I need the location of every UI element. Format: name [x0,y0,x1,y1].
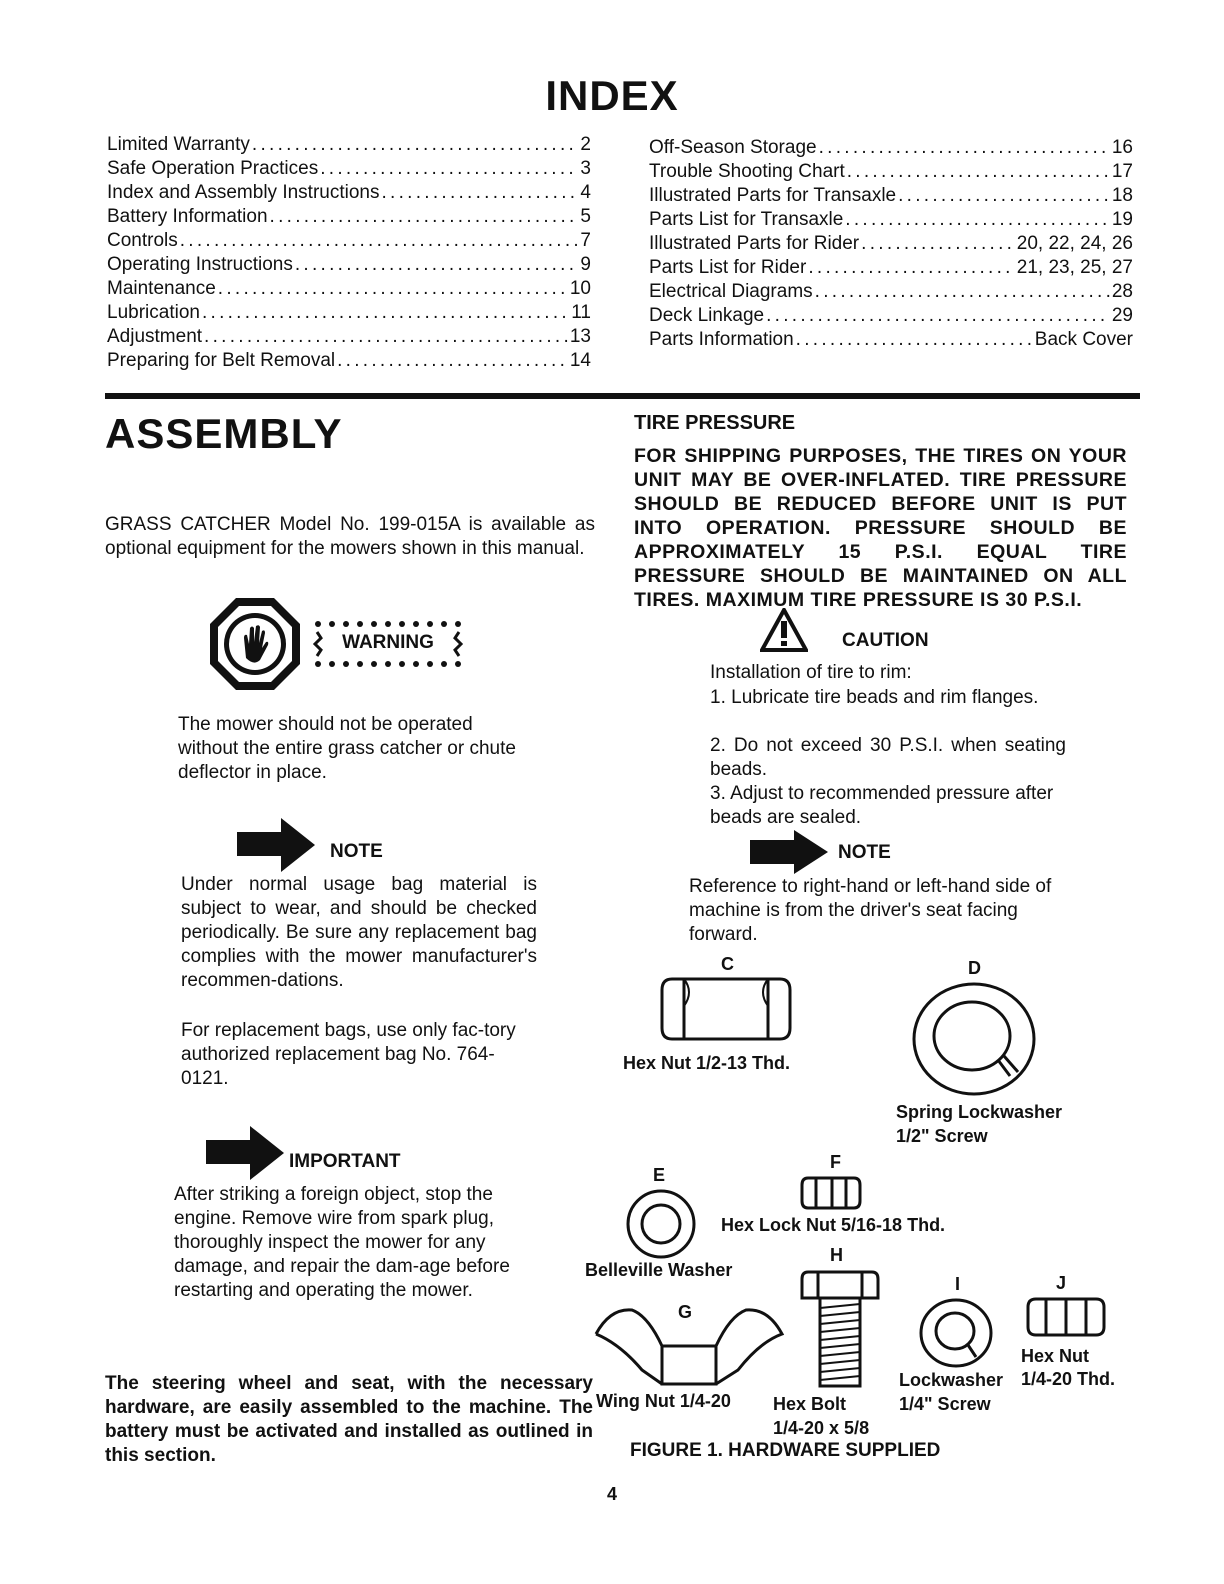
important-label: IMPORTANT [289,1151,401,1172]
index-entry [649,208,1133,232]
index-entry-label: Off-Season Storage [649,137,817,158]
hardware-letter-f: F [830,1152,841,1172]
hardware-i-caption-2: 1/4" Screw [899,1394,991,1414]
index-entry-page: 16 [1111,137,1133,158]
index-entry [649,160,1133,184]
arrow-icon [750,830,830,876]
index-leader-dots [845,208,1110,232]
index-entry-page: 28 [1111,281,1133,302]
figure-caption: FIGURE 1. HARDWARE SUPPLIED [630,1440,941,1461]
index-leader-dots [180,229,579,253]
index-entry-label: Safe Operation Practices [107,158,319,179]
index-entry-page: 5 [580,206,591,227]
page-number: 4 [606,1484,617,1504]
index-entry [107,133,591,157]
arrow-icon [206,1126,286,1180]
index-entry [649,328,1133,352]
index-leader-dots [202,301,569,325]
hardware-j-caption-1: Hex Nut [1021,1346,1090,1366]
index-leader-dots [252,133,579,157]
caution-label: CAUTION [842,630,929,651]
hardware-j-caption-2: 1/4-20 Thd. [1021,1369,1116,1389]
note-label: NOTE [330,841,383,862]
index-entry-label: Illustrated Parts for Transaxle [649,185,897,206]
page-title: INDEX [545,72,679,119]
tire-pressure-heading: TIRE PRESSURE [634,412,796,434]
index-entry-label: Operating Instructions [107,254,293,275]
index-entry-page: 11 [571,302,591,323]
warning-label: WARNING [342,632,434,653]
index-entry [107,157,591,181]
hex-nut-small-icon [1026,1296,1106,1338]
index-leader-dots [766,304,1110,328]
index-entry-page: 29 [1111,305,1133,326]
caution-triangle-icon [760,608,808,652]
index-entry-label: Electrical Diagrams [649,281,813,302]
hardware-letter-d: D [968,958,981,978]
index-entry [107,253,591,277]
index-entry [649,232,1133,256]
index-leader-dots [796,328,1033,352]
arrow-icon [237,818,317,872]
hardware-letter-i: I [955,1274,961,1294]
hardware-d-caption-2: 1/2" Screw [896,1126,988,1146]
hardware-h-caption-2: 1/4-20 x 5/8 [773,1418,870,1438]
index-entry-label: Limited Warranty [107,134,250,155]
index-entry [649,136,1133,160]
index-entry [107,205,591,229]
hex-bolt-icon [800,1270,880,1388]
install-step-2: 2. Do not exceed 30 P.S.I. when seating beads. [710,735,1066,780]
note-replacement-text: For replacement bags, use only fac-tory authorized replacement bag No. 764-0121. [181,1020,516,1089]
hardware-letter-h: H [830,1245,843,1265]
index-entry-page: Back Cover [1034,329,1133,350]
index-leader-dots [320,157,578,181]
index-entry [107,181,591,205]
index-entry-page: 20, 22, 24, 26 [1016,233,1133,254]
index-entry-page: 18 [1111,185,1133,206]
section-divider [105,393,1140,399]
index-entry-label: Adjustment [107,326,203,347]
hex-nut-large-icon [660,976,792,1042]
index-entry-label: Parts List for Rider [649,257,807,278]
hardware-letter-j: J [1056,1273,1067,1293]
index-entry-page: 2 [580,134,591,155]
index-entry-label: Parts Information [649,329,794,350]
hardware-e-caption: Belleville Washer [585,1260,733,1280]
index-entry-label: Battery Information [107,206,268,227]
note-reference-text: Reference to right-hand or left-hand side of machine is from the driver's seat facing forward. [689,876,1052,945]
index-leader-dots [815,280,1110,304]
index-leader-dots [295,253,579,277]
index-entry-label: Deck Linkage [649,305,765,326]
install-step-3: 3. Adjust to recommended pressure after beads are sealed. [710,783,1054,828]
index-entry-label: Index and Assembly Instructions [107,182,380,203]
index-entry-label: Preparing for Belt Removal [107,350,336,371]
warning-text: The mower should not be operated without the entire grass catcher or chute deflector in place. [178,714,516,783]
hardware-d-caption-1: Spring Lockwasher [896,1102,1063,1122]
index-entry [107,349,591,373]
index-entry [107,301,591,325]
index-leader-dots [270,205,579,229]
index-entry-page: 19 [1111,209,1133,230]
index-entry-label: Parts List for Transaxle [649,209,844,230]
stop-hand-icon [208,596,302,692]
index-entry-page: 21, 23, 25, 27 [1016,257,1133,278]
tire-pressure-text: FOR SHIPPING PURPOSES, THE TIRES ON YOUR UNIT MAY BE OVER-INFLATED. TIRE PRESSURE SHOULD BE REDUCED BEFORE UNIT IS PUT INTO OPERATION. PRESSURE SHOULD BE APPROXIMATELY 15 P.S.I. EQUAL TIRE PRESSURE SHOULD BE MAINTAINED ON ALL TIRES. MAXIMUM TIRE PRESSURE IS 30 P.S.I. [634,445,1127,611]
note-label-2: NOTE [838,842,891,863]
index-entry [649,184,1133,208]
index-entry-page: 17 [1111,161,1133,182]
index-right-column [649,136,1133,352]
index-leader-dots [861,232,1015,256]
index-leader-dots [898,184,1110,208]
grass-catcher-text: GRASS CATCHER Model No. 199-015A is available as optional equipment for the mowers shown in this manual. [105,514,595,559]
index-entry [649,304,1133,328]
index-entry-page: 7 [580,230,591,251]
hex-lock-nut-icon [800,1175,862,1211]
index-leader-dots [847,160,1110,184]
important-text: After striking a foreign object, stop the engine. Remove wire from spark plug, thoroughly inspect the mower for any damage, and repair the dam-age before restarting and operating the mower. [174,1184,510,1301]
install-heading: Installation of tire to rim: [710,662,912,683]
index-entry [107,325,591,349]
note-bag-text: Under normal usage bag material is subject to wear, and should be checked periodically. Be sure any replacement bag complies with the mower manufacturer's recommen-dations. [181,874,537,991]
index-entry-page: 13 [569,326,591,347]
index-leader-dots [808,256,1014,280]
index-entry [649,280,1133,304]
steering-text: The steering wheel and seat, with the necessary hardware, are easily assembled to the machine. The battery must be activated and installed as outlined in this section. [105,1373,593,1466]
lockwasher-small-icon [918,1297,996,1369]
install-step-1: 1. Lubricate tire beads and rim flanges. [710,687,1039,708]
index-entry-page: 3 [580,158,591,179]
index-entry [649,256,1133,280]
wing-nut-icon [590,1300,790,1392]
index-entry [107,277,591,301]
index-entry-page: 14 [569,350,591,371]
hardware-letter-c: C [721,954,734,974]
hardware-f-caption: Hex Lock Nut 5/16-18 Thd. [721,1215,946,1235]
belleville-washer-icon [624,1189,698,1259]
hardware-c-caption: Hex Nut 1/2-13 Thd. [623,1053,791,1073]
spring-lockwasher-icon [910,980,1038,1098]
index-leader-dots [337,349,568,373]
index-entry-page: 4 [580,182,591,203]
index-entry [107,229,591,253]
index-left-column [107,133,591,373]
hardware-g-caption: Wing Nut 1/4-20 [596,1391,731,1411]
index-leader-dots [819,136,1110,160]
index-entry-label: Controls [107,230,178,251]
index-leader-dots [381,181,578,205]
index-entry-page: 10 [569,278,591,299]
index-entry-page: 9 [580,254,591,275]
assembly-heading: ASSEMBLY [105,410,343,457]
hardware-h-caption-1: Hex Bolt [773,1394,847,1414]
hardware-i-caption-1: Lockwasher [899,1370,1004,1390]
index-leader-dots [218,277,568,301]
hardware-letter-e: E [653,1165,666,1185]
index-entry-label: Lubrication [107,302,200,323]
hardware-letter-g: G [678,1302,693,1322]
index-entry-label: Illustrated Parts for Rider [649,233,860,254]
index-leader-dots [204,325,568,349]
index-entry-label: Trouble Shooting Chart [649,161,845,182]
index-entry-label: Maintenance [107,278,216,299]
